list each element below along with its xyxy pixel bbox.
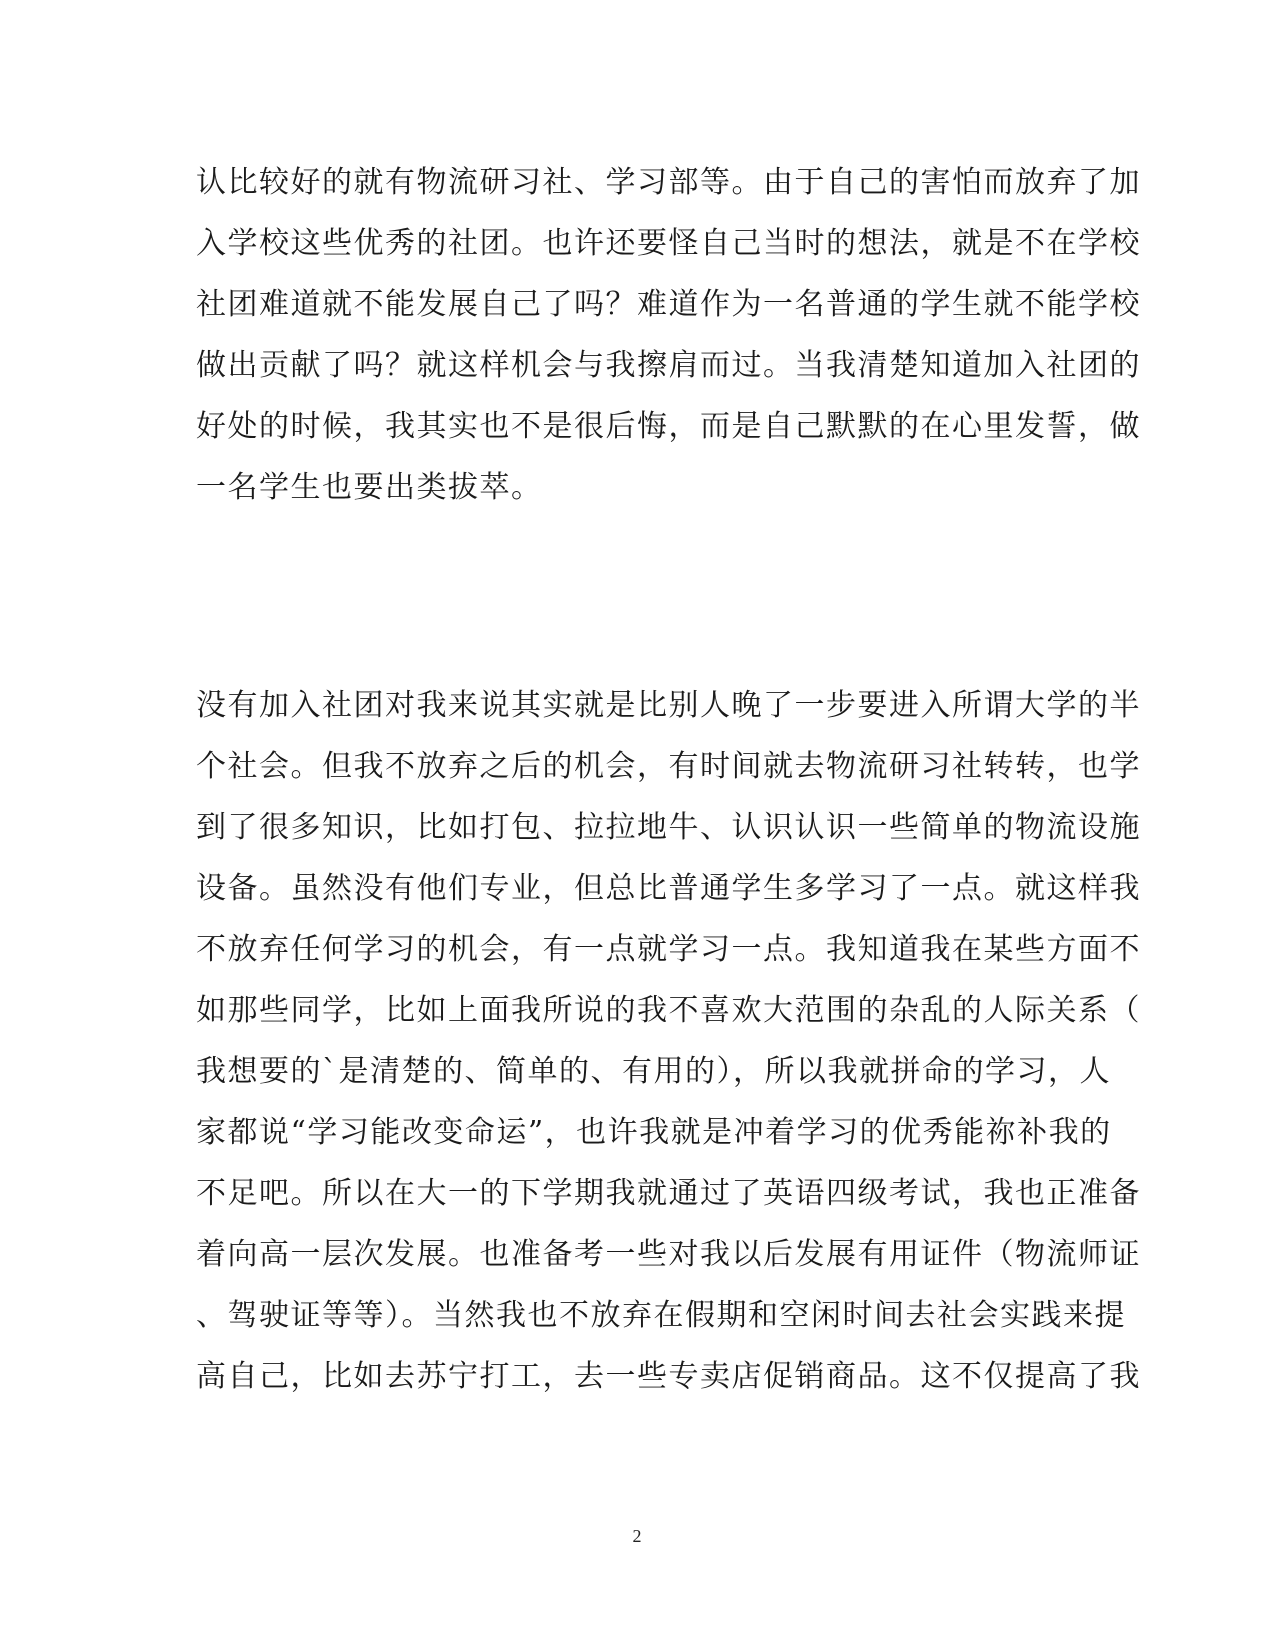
paragraph-line: 没有加入社团对我来说其实就是比别人晚了一步要进入所谓大学的半: [196, 688, 1141, 723]
paragraph-line: 家都说“学习能改变命运”，也许我就是冲着学习的优秀能祢补我的: [196, 1115, 1112, 1150]
paragraph-line: 、驾驶证等等）。当然我也不放弃在假期和空闲时间去社会实践来提: [196, 1298, 1126, 1333]
paragraph-line: 着向高一层次发展。也准备考一些对我以后发展有用证件（物流师证: [196, 1237, 1141, 1272]
paragraph-line: 高自己，比如去苏宁打工，去一些专卖店促销商品。这不仅提高了我: [196, 1359, 1141, 1394]
paragraph-line: 不足吧。所以在大一的下学期我就通过了英语四级考试，我也正准备: [196, 1176, 1141, 1211]
paragraph-line: 到了很多知识，比如打包、拉拉地牛、认识认识一些简单的物流设施: [196, 810, 1141, 845]
paragraph-line: 认比较好的就有物流研习社、学习部等。由于自己的害怕而放弃了加: [196, 165, 1141, 200]
paragraph-line: 一名学生也要出类拔萃。: [196, 470, 543, 505]
paragraph-line: 设备。虽然没有他们专业，但总比普通学生多学习了一点。就这样我: [196, 871, 1141, 906]
paragraph-line: 做出贡献了吗？就这样机会与我擦肩而过。当我清楚知道加入社团的: [196, 348, 1141, 383]
paragraph-line: 入学校这些优秀的社团。也许还要怪自己当时的想法，就是不在学校: [196, 226, 1141, 261]
paragraph-line: 个社会。但我不放弃之后的机会，有时间就去物流研习社转转，也学: [196, 749, 1141, 784]
page-number: 2: [632, 1526, 642, 1546]
paragraph-line: 好处的时候，我其实也不是很后悔，而是自己默默的在心里发誓，做: [196, 409, 1141, 444]
paragraph-line: 我想要的`是清楚的、简单的、有用的），所以我就拼命的学习，人: [196, 1054, 1111, 1089]
paragraph-line: 不放弃任何学习的机会，有一点就学习一点。我知道我在某些方面不: [196, 932, 1141, 967]
paragraph-line: 社团难道就不能发展自己了吗？难道作为一名普通的学生就不能学校: [196, 287, 1141, 322]
paragraph-line: 如那些同学，比如上面我所说的我不喜欢大范围的杂乱的人际关系（: [196, 993, 1141, 1028]
